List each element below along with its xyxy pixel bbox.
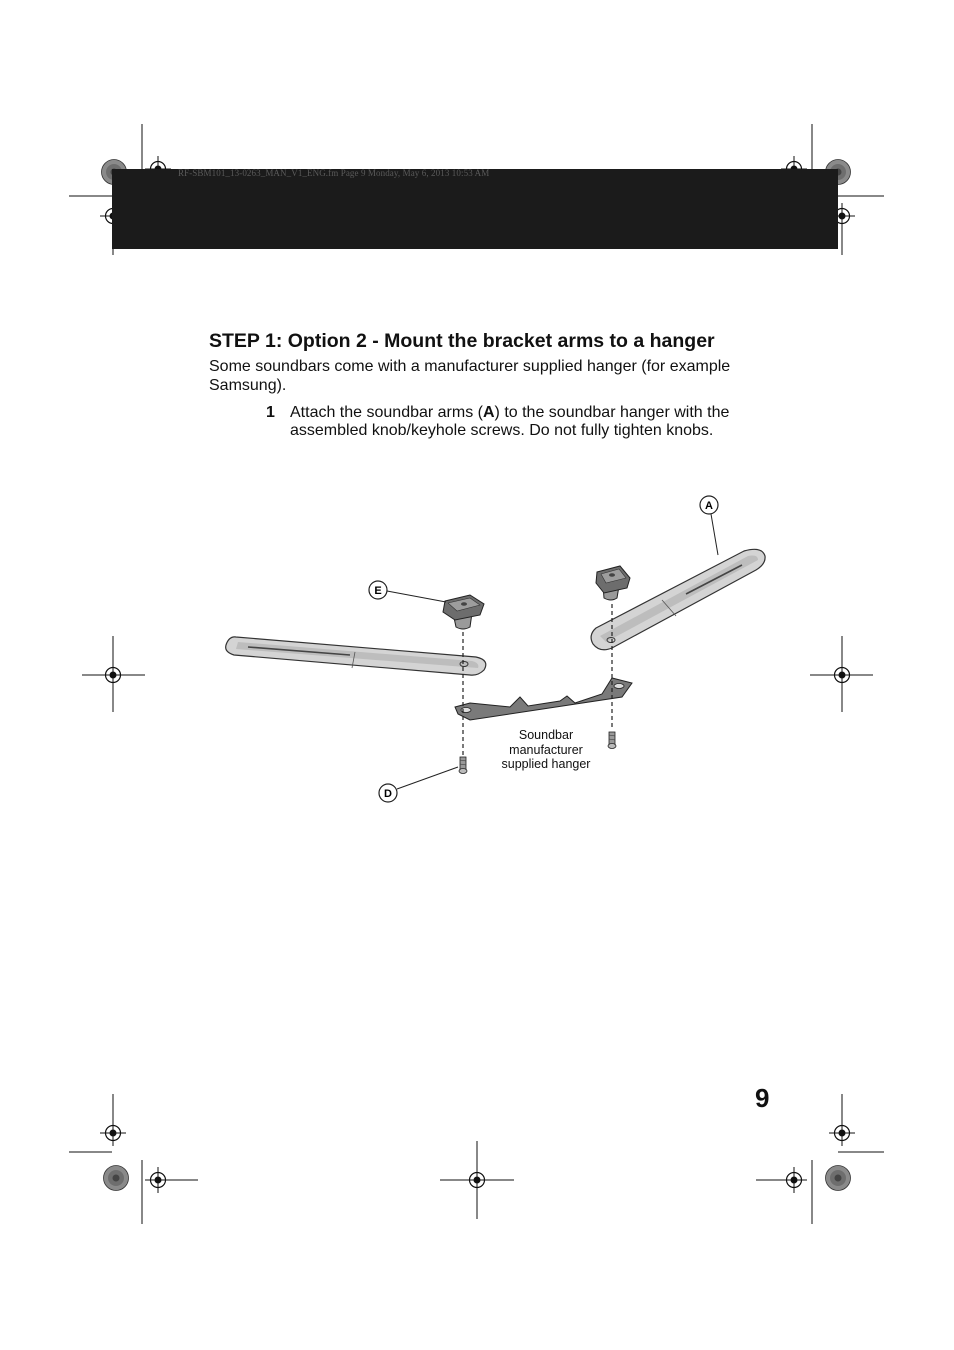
page-number: 9 <box>755 1083 770 1113</box>
callout-a-label: A <box>705 500 713 512</box>
step-number: 1 <box>266 404 275 421</box>
callout-a <box>700 496 718 514</box>
soundbar-hanger <box>455 678 632 720</box>
right-knob <box>596 566 630 600</box>
step-text-bold: A <box>482 404 495 421</box>
right-screw <box>608 732 616 749</box>
left-knob <box>443 595 484 629</box>
file-slug: RF-SBM101_13-0263_MAN_V1_ENG.fm Page 9 Monday, May 6, 2013 10:53 AM <box>178 168 490 178</box>
intro-paragraph: Some soundbars come with a manufacturer supplied hanger (for example Samsung). <box>209 358 731 394</box>
step-text-after: ) to the soundbar hanger with the assembled knob/keyhole screws. Do not fully tighten knobs. <box>290 404 730 439</box>
caption-line-3: supplied hanger <box>501 757 591 771</box>
hanger-caption <box>486 728 606 772</box>
right-bracket-arm <box>591 549 765 649</box>
caption-line-2: manufacturer <box>509 742 583 757</box>
callout-d-label: D <box>384 788 392 800</box>
left-screw <box>459 757 467 774</box>
step-title: STEP 1: Option 2 - Mount the bracket arms to a hanger <box>209 330 715 352</box>
callout-d <box>379 784 397 802</box>
left-bracket-arm <box>226 637 486 675</box>
caption-line-1: Soundbar <box>518 728 574 742</box>
callout-e-label: E <box>374 585 382 597</box>
step-text-before: Attach the soundbar arms ( <box>290 404 483 421</box>
callout-e <box>369 581 387 599</box>
